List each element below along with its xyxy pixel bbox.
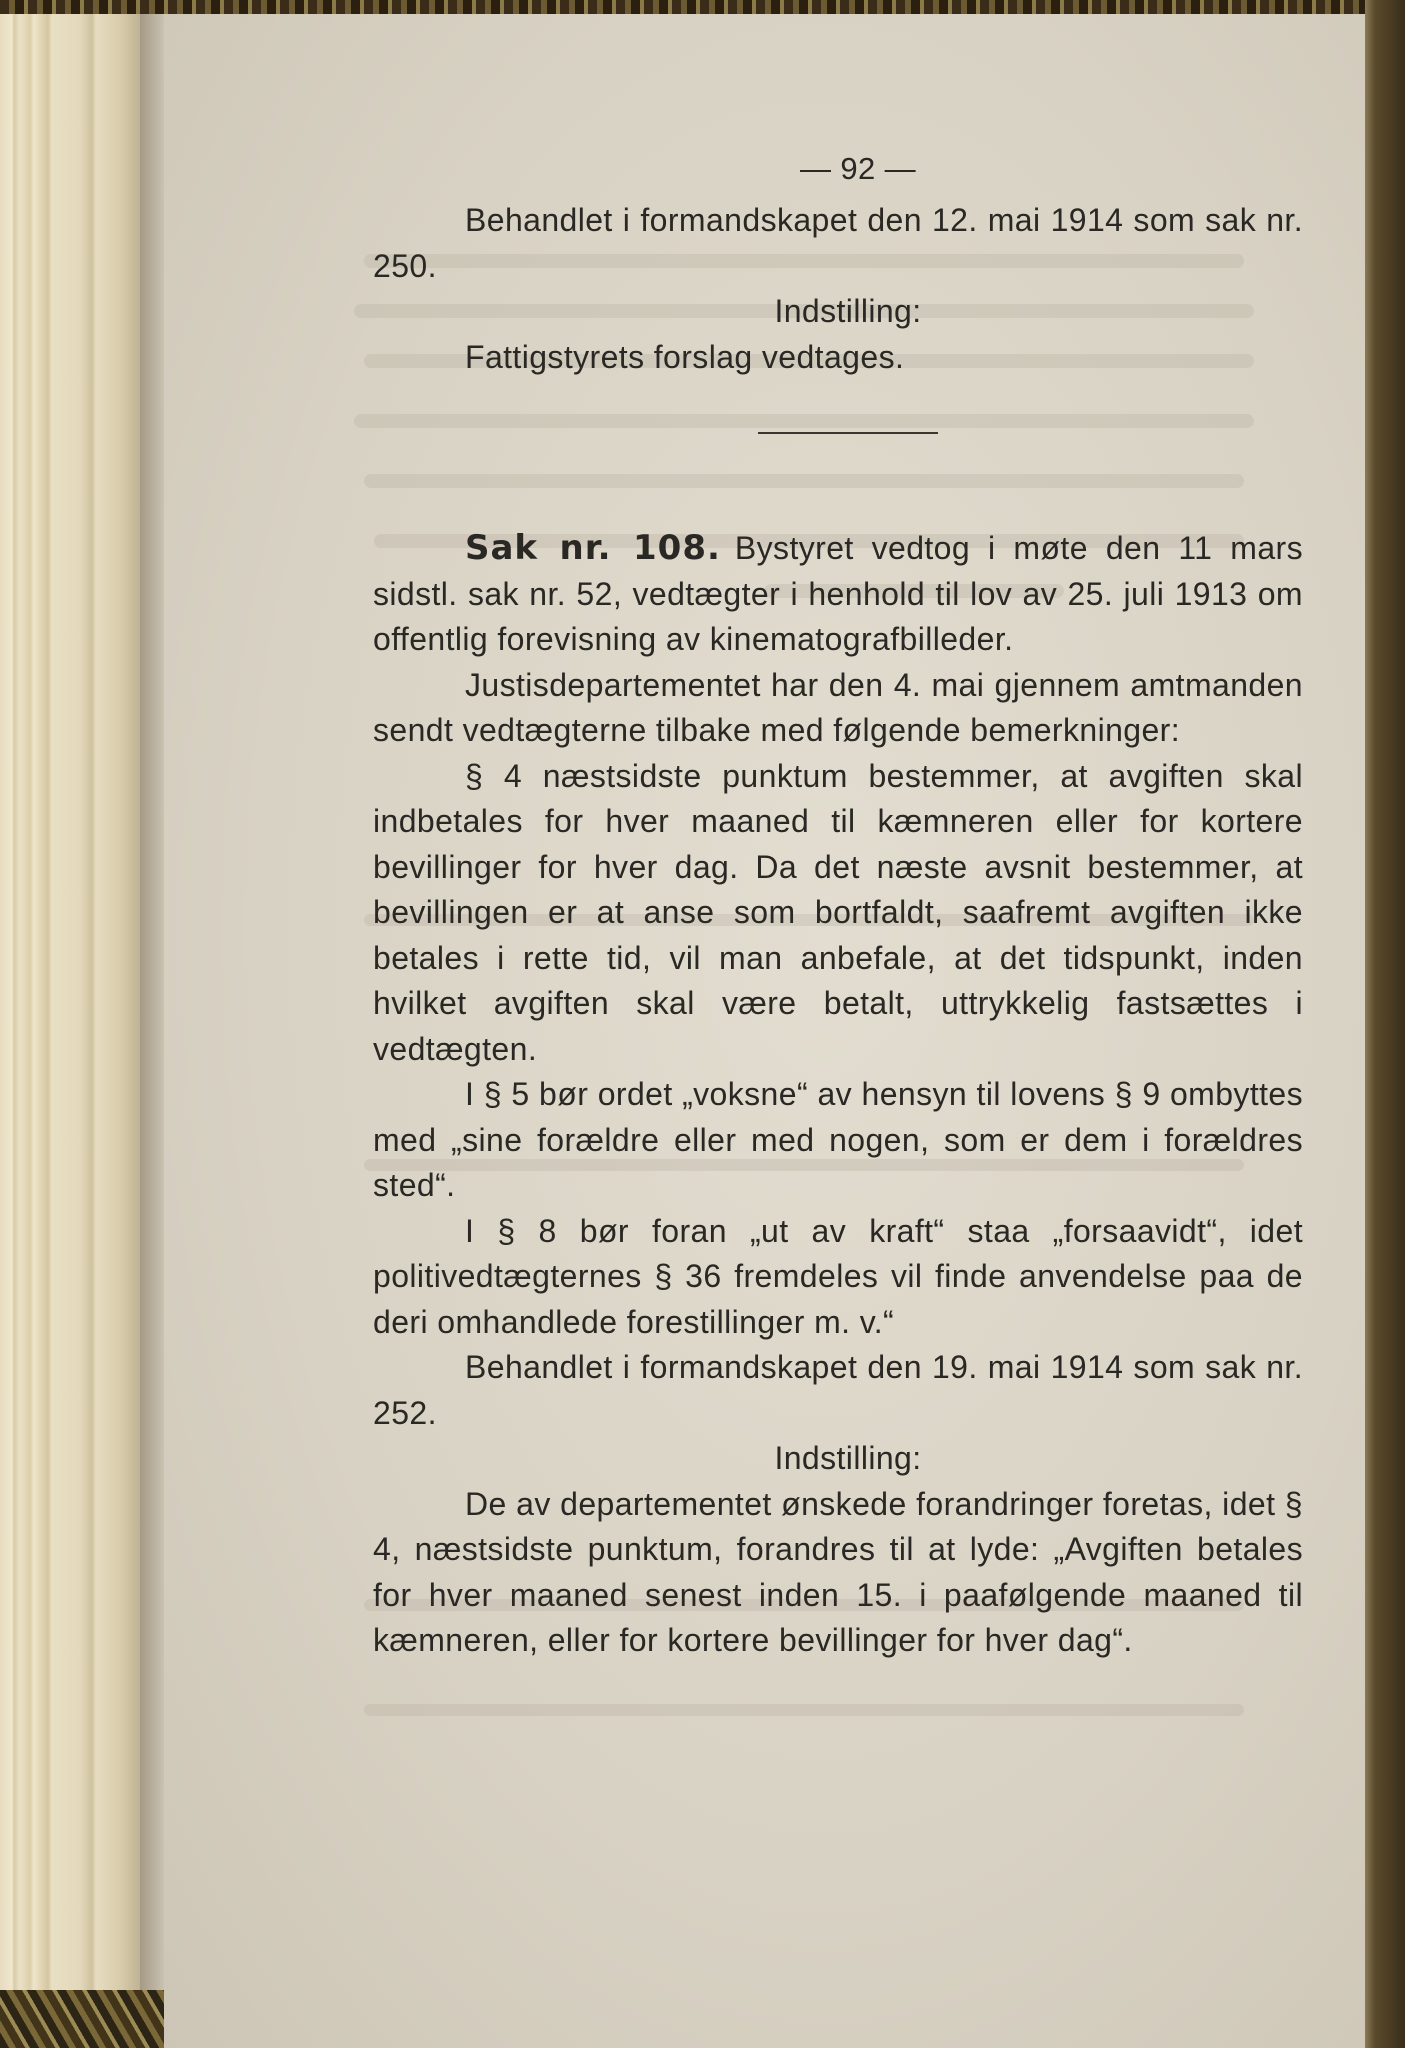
sak-108-intro-text: Bystyret vedtog i møte den 11 mars sidstl. sak nr. 52, vedtægter i henhold til lov av 25. juli 1913 om offentlig forevisning av kinematografbilleder. <box>373 530 1303 657</box>
binding-edge <box>1365 0 1405 2048</box>
page-stack-edge <box>0 14 140 2048</box>
recommendation-heading-2: Indstilling: <box>774 1440 922 1476</box>
page-text <box>373 140 1303 1664</box>
page-number: — 92 — <box>799 151 917 186</box>
book-top-edge <box>0 0 1405 14</box>
book-gutter <box>140 14 164 2048</box>
sak-108-intro <box>373 526 1303 663</box>
recommendation-heading: Indstilling: <box>774 293 922 329</box>
department-intro: Justisdepartementet har den 4. mai gjennem amtmanden sendt vedtægterne tilbake med følgende bemerkninger: <box>373 666 1303 748</box>
section-divider <box>758 432 938 434</box>
treated-paragraph-250: Behandlet i formandskapet den 12. mai 1914 som sak nr. 250. <box>373 202 1303 284</box>
sak-108-label: Sak nr. 108. <box>465 528 721 568</box>
remark-paragraph-4: § 4 næstsidste punktum bestemmer, at avgiften skal indbetales for hver maaned til kæmneren eller for kortere bevillinger for hver dag. Da det næste avsnit bestemmer, at bevillingen er at anse som bortfaldt, saafremt avgiften ikke betales i rette tid, vil man anbefale, at det tidspunkt, inden hvilket avgiften skal være betalt, uttrykkelig fastsættes i vedtægten. <box>373 757 1303 1067</box>
recommendation-text-2: De av departementet ønskede forandringer foretas, idet § 4, næstsidste punktum, forandres til at lyde: „Avgiften betales for hver maaned senest inden 15. i paafølgende maaned til kæmneren, eller for kortere bevillinger for hver dag“. <box>373 1485 1303 1658</box>
recommendation-text: Fattigstyrets forslag vedtages. <box>465 338 905 375</box>
marbled-cover-edge <box>0 1990 180 2048</box>
treated-paragraph-252: Behandlet i formandskapet den 19. mai 1914 som sak nr. 252. <box>373 1349 1303 1431</box>
remark-paragraph-8: I § 8 bør foran „ut av kraft“ staa „forsaavidt“, idet politivedtægternes § 36 fremdeles vil finde anvendelse paa de deri omhandlede forestillinger m. v.“ <box>373 1212 1303 1340</box>
remark-paragraph-5: I § 5 bør ordet „voksne“ av hensyn til lovens § 9 ombyttes med „sine forældre eller med nogen, som er dem i forældres sted“. <box>373 1076 1303 1203</box>
